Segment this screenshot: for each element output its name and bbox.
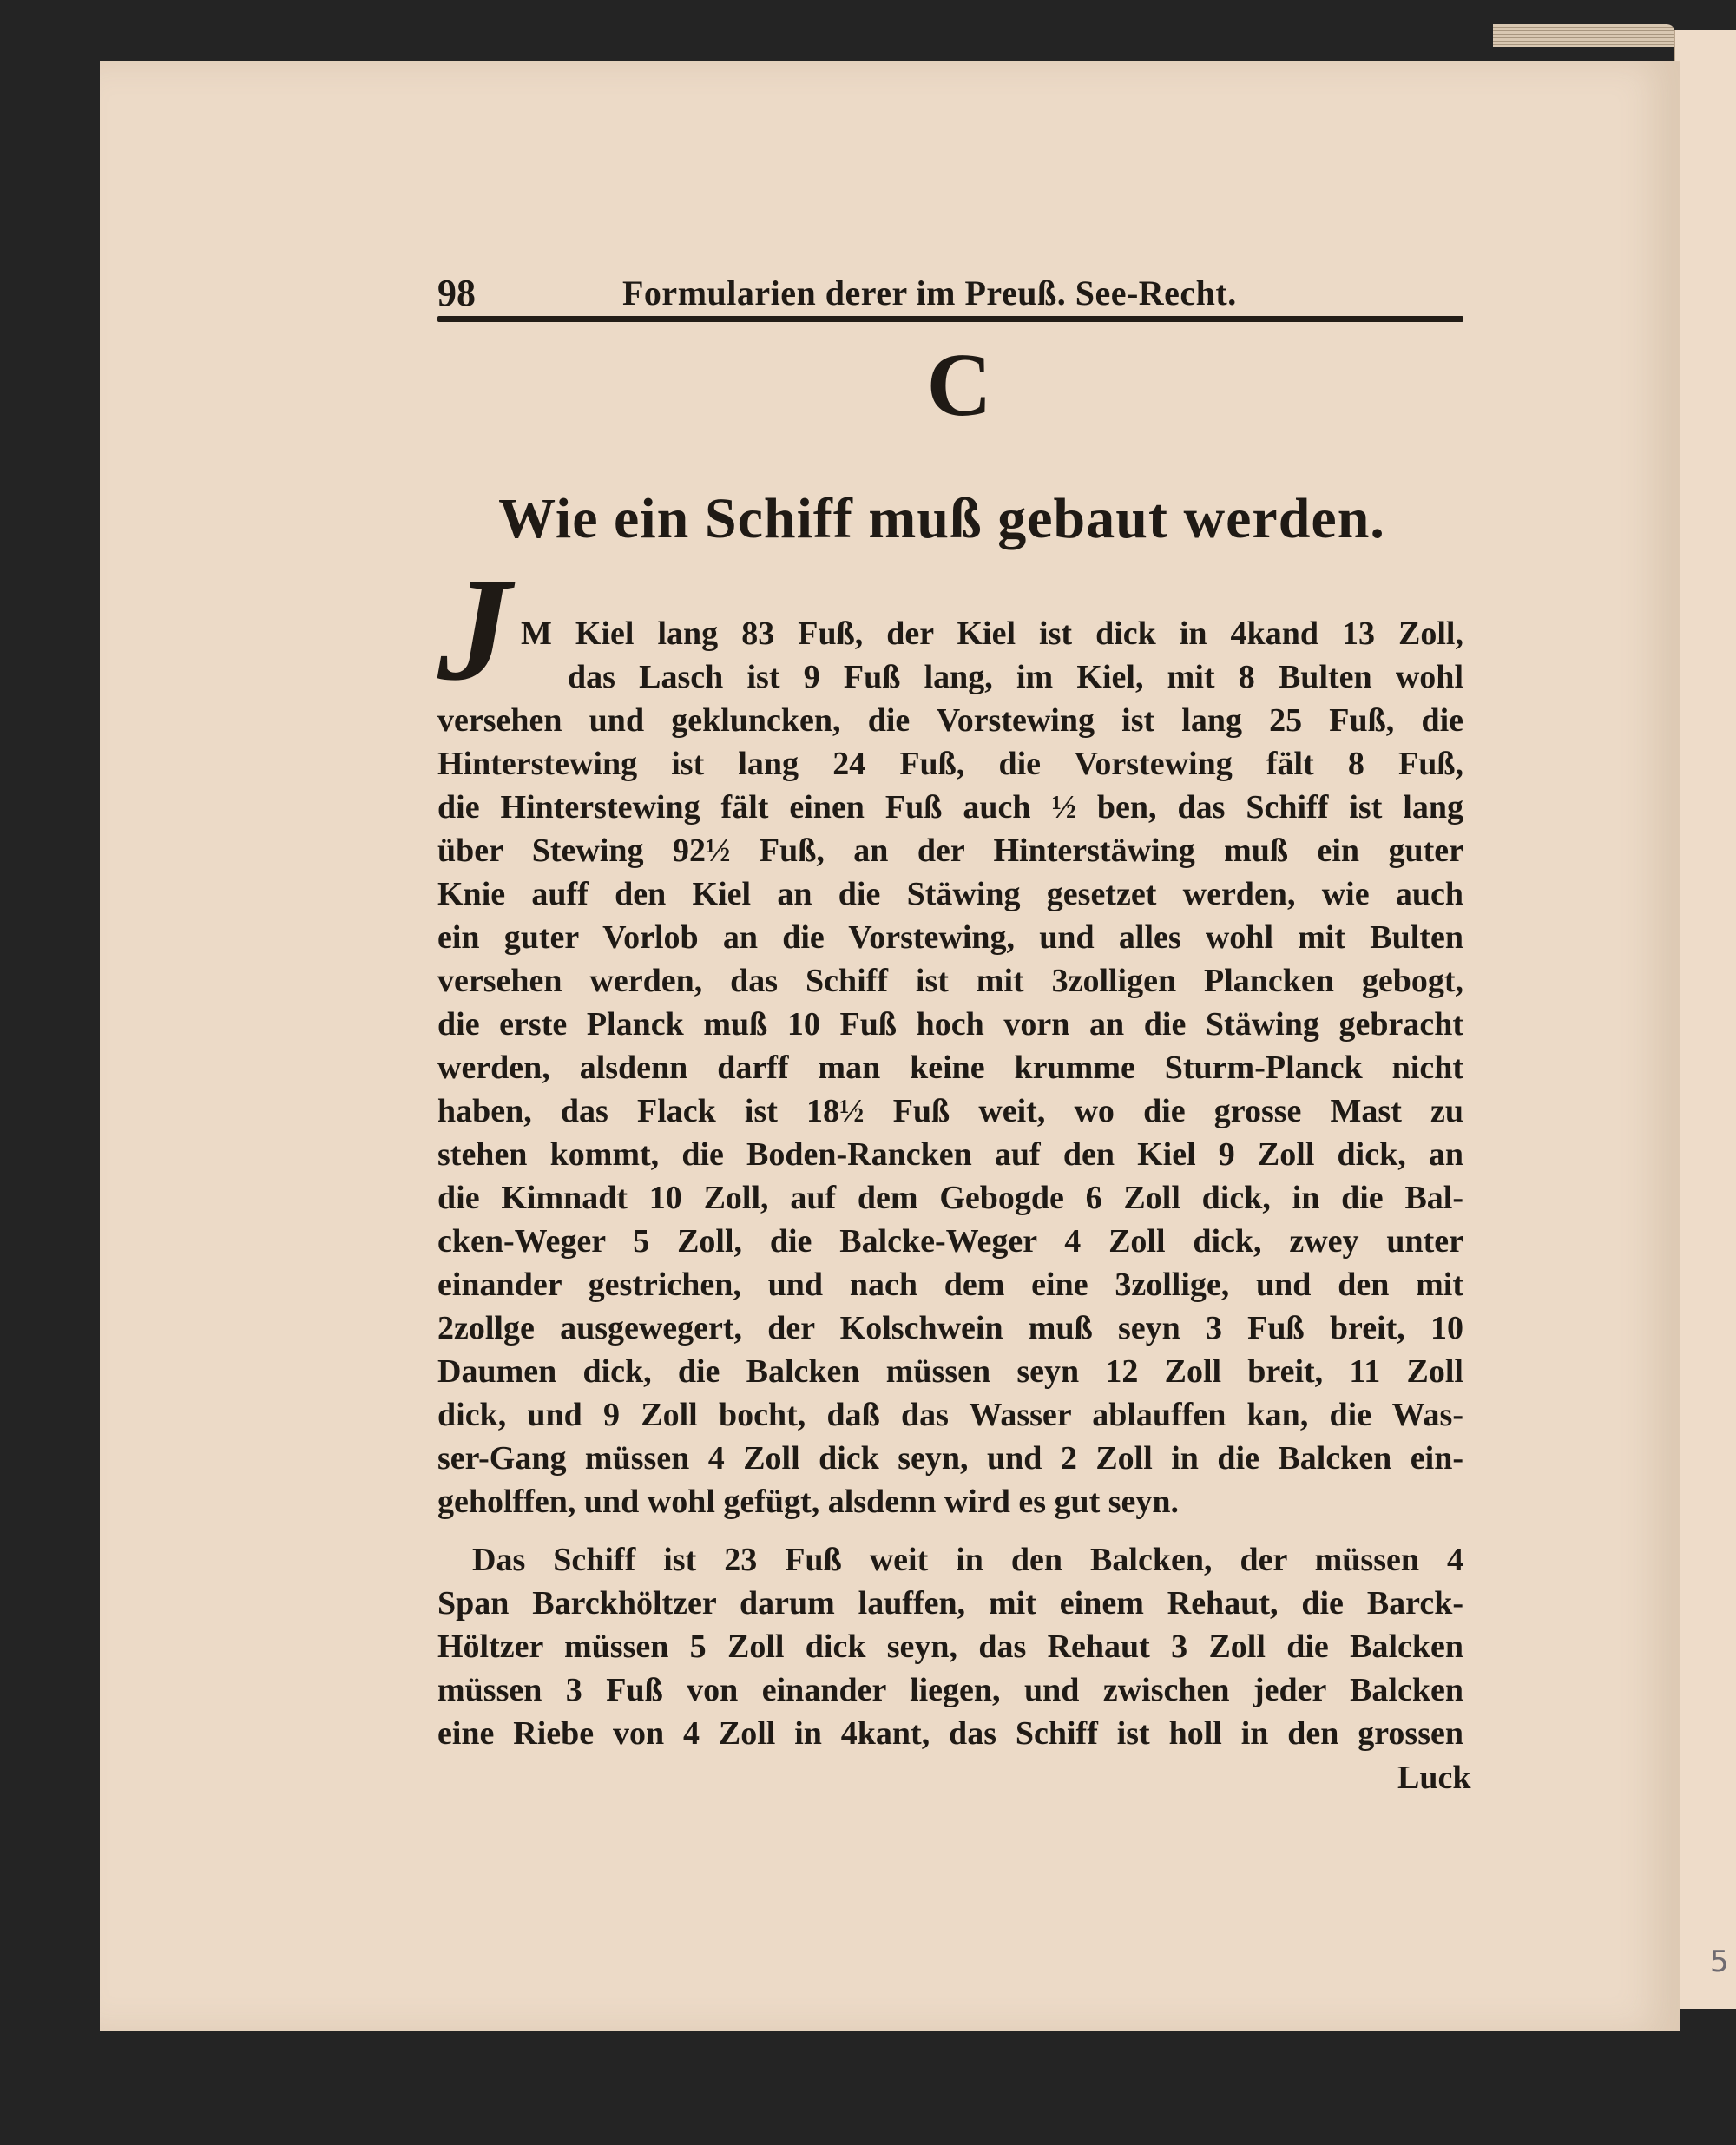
text-line: Höltzer müssen 5 Zoll dick seyn, das Rehaut 3 Zoll die Balcken — [437, 1628, 1463, 1665]
text-line: ein guter Vorlob an die Vorstewing, und alles wohl mit Bulten — [437, 919, 1463, 956]
running-head: Formularien derer im Preuß. See-Recht. — [622, 273, 1237, 313]
text-line: Knie auff den Kiel an die Stäwing gesetzet werden, wie auch — [437, 876, 1463, 912]
facing-page-edge — [1674, 30, 1736, 2009]
page-number: 98 — [437, 272, 476, 314]
text-line: versehen werden, das Schiff ist mit 3zolligen Plancken gebogt, — [437, 963, 1463, 999]
text-line: werden, alsdenn darff man keine krumme Sturm-Planck nicht — [437, 1049, 1463, 1086]
text-line: eine Riebe von 4 Zoll in 4kant, das Schiff ist holl in den grossen — [437, 1715, 1463, 1752]
paragraph-2 — [437, 1538, 1463, 1755]
text-line: stehen kommt, die Boden-Rancken auf den Kiel 9 Zoll dick, an — [437, 1136, 1463, 1173]
text-line: ser-Gang müssen 4 Zoll dick seyn, und 2 Zoll in die Balcken ein- — [437, 1440, 1463, 1477]
book-page-edges — [1493, 24, 1675, 47]
text-line: die Kimnadt 10 Zoll, auf dem Gebogde 6 Zoll dick, in die Bal- — [437, 1180, 1463, 1216]
text-line: einander gestrichen, und nach dem eine 3zollige, und den mit — [437, 1267, 1463, 1303]
header-rule — [437, 316, 1463, 322]
text-line: die Hinterstewing fält einen Fuß auch ½ ben, das Schiff ist lang — [437, 789, 1463, 826]
pencil-margin-note: 5 — [1710, 1944, 1729, 1979]
text-line: versehen und gekluncken, die Vorstewing ist lang 25 Fuß, die — [437, 702, 1463, 739]
section-letter: C — [926, 335, 992, 435]
text-line: dick, und 9 Zoll bocht, daß das Wasser ablauffen kan, die Was- — [437, 1397, 1463, 1433]
text-line: haben, das Flack ist 18½ Fuß weit, wo die grosse Mast zu — [437, 1093, 1463, 1129]
text-line: Daumen dick, die Balcken müssen seyn 12 Zoll breit, 11 Zoll — [437, 1353, 1463, 1390]
text-line: Span Barckhöltzer darum lauffen, mit einem Rehaut, die Barck- — [437, 1585, 1463, 1622]
text-line: 2zollge ausgewegert, der Kolschwein muß seyn 3 Fuß breit, 10 — [437, 1310, 1463, 1346]
text-line: cken-Weger 5 Zoll, die Balcke-Weger 4 Zoll dick, zwey unter — [437, 1223, 1463, 1260]
text-line: Hinterstewing ist lang 24 Fuß, die Vorstewing fält 8 Fuß, — [437, 746, 1463, 782]
text-line: über Stewing 92½ Fuß, an der Hinterstäwing muß ein guter — [437, 832, 1463, 869]
text-line: müssen 3 Fuß von einander liegen, und zwischen jeder Balcken — [437, 1672, 1463, 1708]
text-line: M Kiel lang 83 Fuß, der Kiel ist dick in 4kand 13 Zoll, — [521, 615, 1463, 652]
drop-cap-initial: J — [437, 548, 511, 711]
chapter-title: Wie ein Schiff muß gebaut werden. — [498, 487, 1385, 550]
text-line: die erste Planck muß 10 Fuß hoch vorn an die Stäwing gebracht — [437, 1006, 1463, 1043]
text-line: das Lasch ist 9 Fuß lang, im Kiel, mit 8 Bulten wohl — [568, 659, 1463, 695]
text-line: Das Schiff ist 23 Fuß weit in den Balcken, der müssen 4 — [472, 1542, 1463, 1578]
paragraph-1 — [437, 612, 1463, 1523]
text-line: geholffen, und wohl gefügt, alsdenn wird es gut seyn. — [437, 1484, 1180, 1520]
catchword: Luck — [1397, 1760, 1471, 1796]
